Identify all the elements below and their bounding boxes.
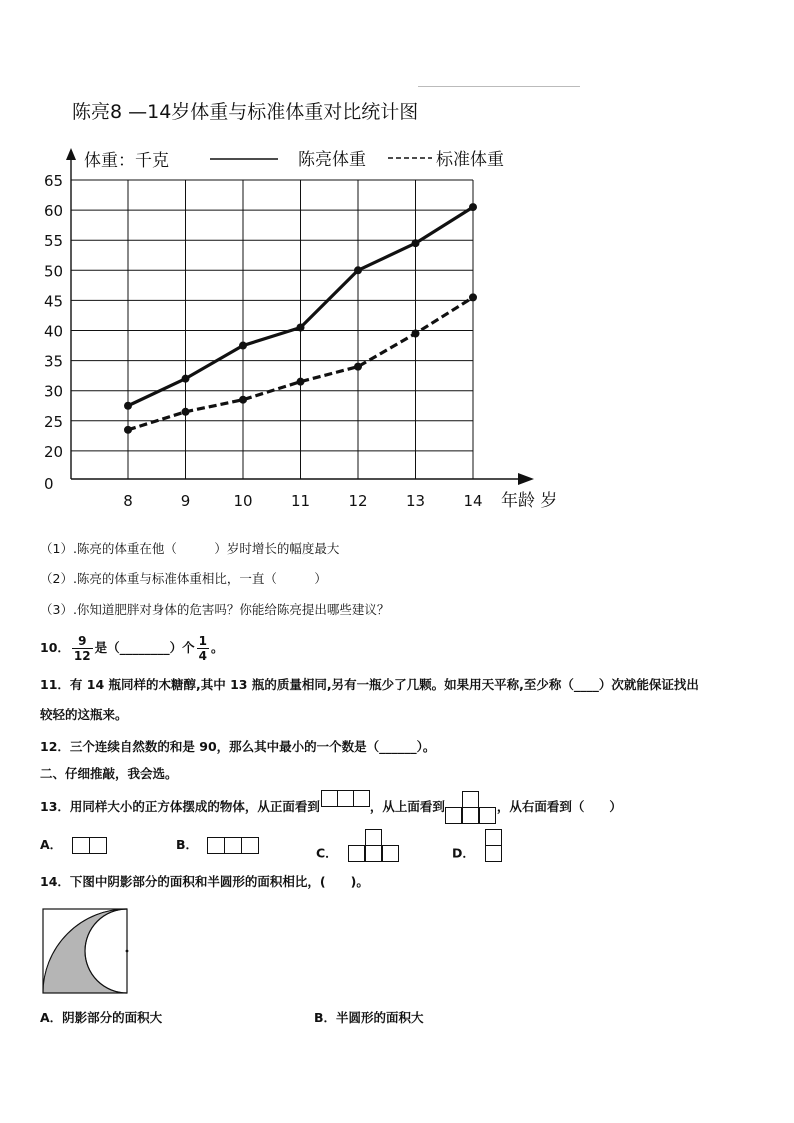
y-tick-label: 35 [44, 352, 64, 371]
q10-text: 是（________）个 [94, 640, 195, 655]
fraction-denominator: 4 [198, 649, 207, 663]
question-13 [40, 789, 622, 826]
question-10 [40, 631, 224, 665]
x-tick-label: 9 [180, 492, 191, 510]
option-label: B． [176, 837, 199, 852]
data-point [182, 408, 190, 416]
fraction-numerator: 9 [72, 634, 93, 649]
x-tick-label: 12 [348, 492, 368, 510]
data-point [469, 203, 477, 211]
y-tick-label: 65 [44, 172, 64, 190]
q13-text-c: ，从右面看到（ ） [496, 799, 622, 814]
section-2-heading: 二、仔细推敲，我会选。 [40, 766, 178, 781]
fraction-numerator: 1 [198, 634, 207, 648]
x-tick-label: 11 [290, 492, 311, 510]
q13-option-b[interactable] [176, 837, 259, 854]
y-tick-label: 20 [44, 442, 64, 461]
q13-text-b: ，从上面看到 [369, 799, 445, 814]
option-b-figure [208, 837, 259, 854]
chart-title: 陈亮8 —14岁体重与标准体重对比统计图 [72, 101, 419, 123]
legend-label: 陈亮体重 [298, 150, 366, 170]
fraction-9-12 [72, 634, 93, 663]
y-tick-label: 0 [44, 475, 54, 493]
q10-end: 。 [210, 640, 224, 655]
y-tick-label: 25 [44, 412, 64, 431]
x-axis-arrow [518, 473, 534, 485]
question-2: （2）.陈亮的体重与标准体重相比，一直（ ） [40, 571, 327, 586]
question-14: 14．下图中阴影部分的面积和半圆形的面积相比，( )。 [40, 874, 369, 889]
y-axis-arrow [66, 148, 76, 160]
y-tick-label: 55 [44, 232, 64, 251]
y-tick-label: 30 [44, 382, 64, 401]
data-point [239, 342, 247, 350]
data-point [297, 378, 305, 386]
y-tick-label: 45 [44, 292, 64, 311]
question-1: （1）.陈亮的体重在他（ ）岁时增长的幅度最大 [40, 541, 340, 556]
data-point [354, 266, 362, 274]
data-point [354, 363, 362, 371]
data-point [239, 396, 247, 404]
data-point [124, 402, 132, 410]
legend-label: 标准体重 [436, 150, 504, 170]
y-tick-label: 40 [44, 322, 64, 341]
q14-option-b[interactable]: B．半圆形的面积大 [314, 1010, 424, 1025]
q13-option-c[interactable] [316, 837, 400, 871]
option-label: A． [40, 837, 63, 852]
semicircle-figure [40, 906, 132, 998]
y-axis-title: 体重：千克 [84, 151, 169, 171]
x-tick-label: 14 [463, 492, 483, 510]
x-tick-label: 10 [233, 492, 253, 510]
option-label: C． [316, 845, 338, 861]
y-tick-label: 50 [44, 262, 64, 281]
data-point [297, 323, 305, 331]
top-view-figure [445, 791, 497, 825]
fraction-denominator: 12 [73, 649, 91, 663]
line-chart [0, 0, 794, 530]
data-point [412, 330, 420, 338]
q14-option-a[interactable]: A．阴影部分的面积大 [40, 1010, 163, 1025]
option-d-figure [485, 829, 502, 863]
x-axis-title: 年龄 岁 [501, 491, 558, 511]
data-point [182, 375, 190, 383]
question-12: 12．三个连续自然数的和是 90，那么其中最小的一个数是（______）。 [40, 739, 436, 754]
x-tick-label: 13 [405, 492, 426, 510]
y-tick-label: 60 [44, 202, 64, 221]
front-view-figure [322, 790, 370, 826]
option-label: D． [452, 845, 475, 861]
question-3: （3）.你知道肥胖对身体的危害吗？你能给陈亮提出哪些建议？ [40, 602, 390, 617]
data-point [412, 239, 420, 247]
question-11-line2: 较轻的这瓶来。 [40, 707, 128, 722]
data-point [124, 426, 132, 434]
x-tick-label: 8 [123, 492, 133, 510]
option-a-figure [73, 837, 107, 854]
q10-number: 10． [40, 640, 70, 655]
q13-option-a[interactable] [40, 837, 107, 854]
option-c-figure [348, 829, 400, 863]
q13-option-d[interactable] [452, 837, 502, 871]
question-11-line1: 11．有 14 瓶同样的木糖醇,其中 13 瓶的质量相同,另有一瓶少了几颗。如果用天平称,至少称（____）次就能保证找出 [40, 677, 699, 692]
q13-text-a: 13．用同样大小的正方体摆成的物体，从正面看到 [40, 799, 320, 814]
data-point [469, 293, 477, 301]
fraction-1-4 [197, 634, 209, 663]
